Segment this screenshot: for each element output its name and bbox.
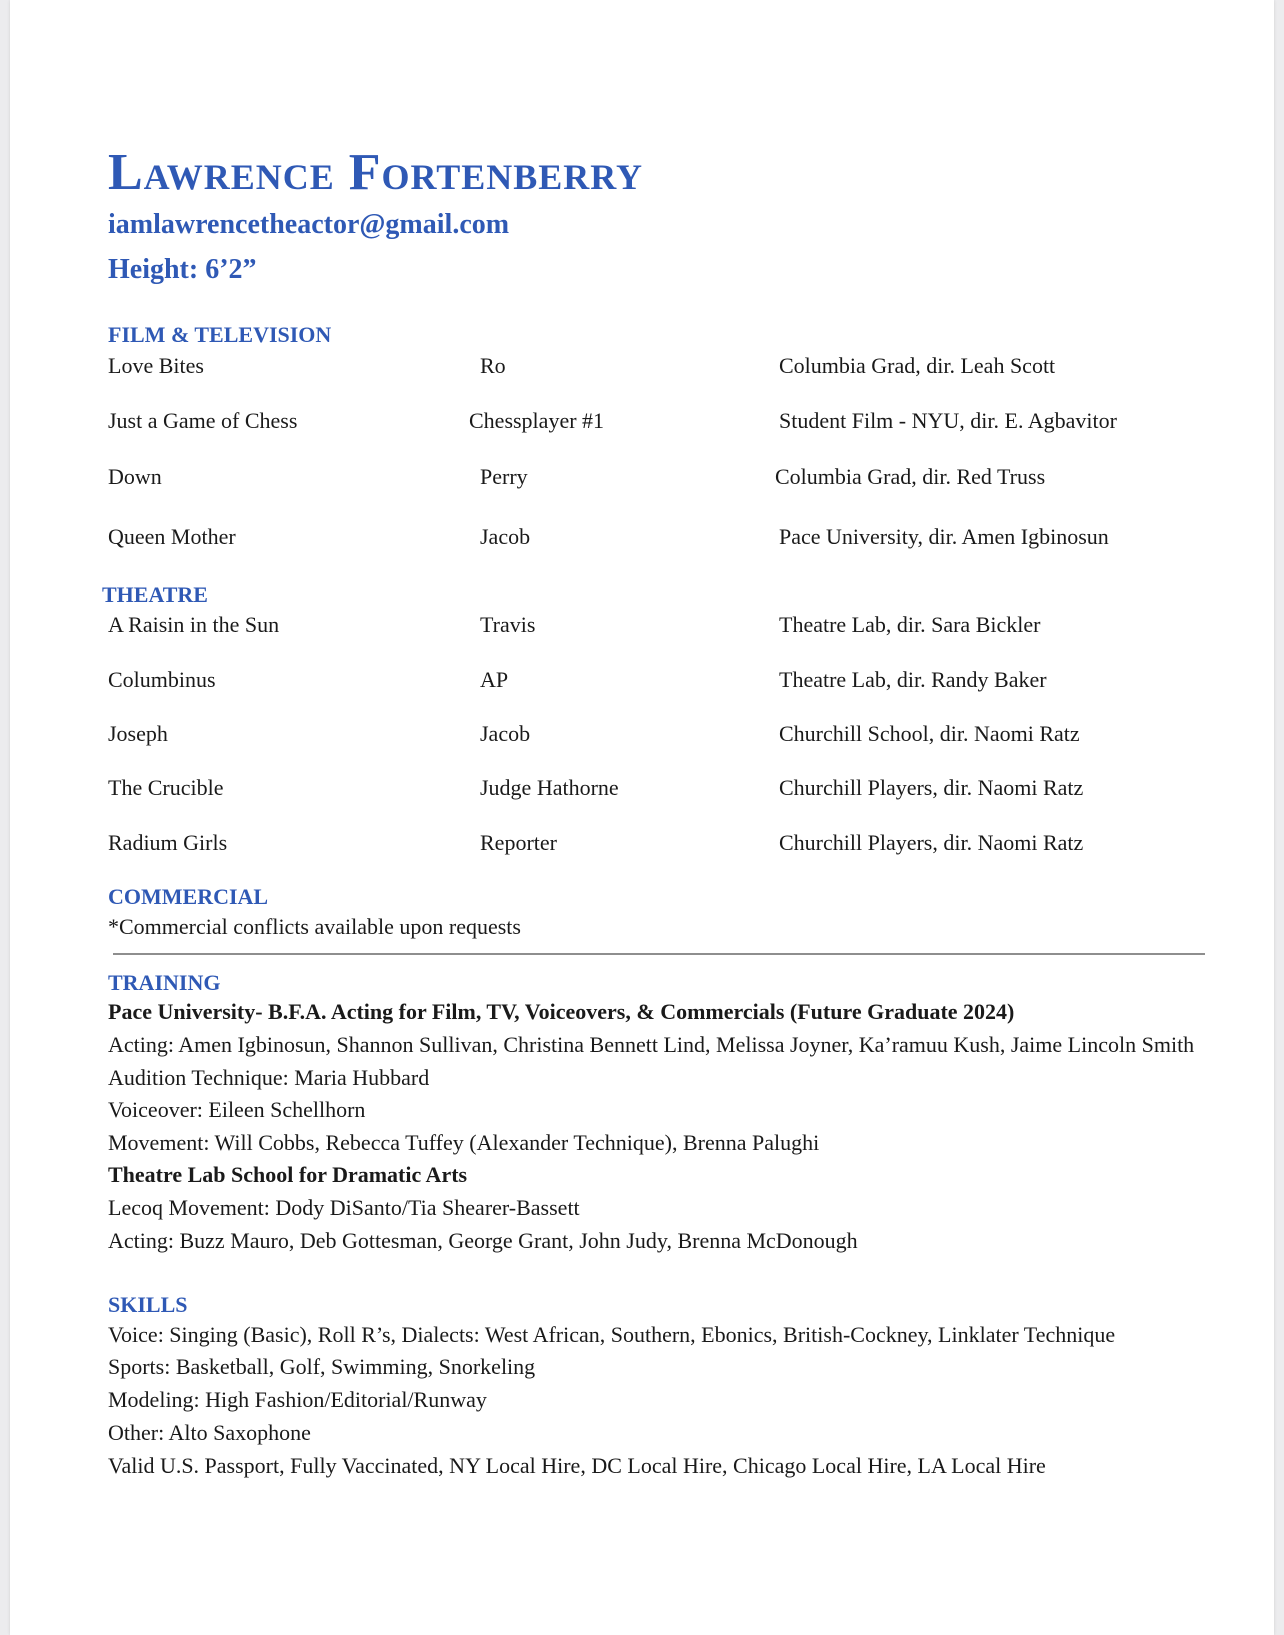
skills-line: Sports: Basketball, Golf, Swimming, Snorkeling xyxy=(108,1354,536,1379)
skills-line: Modeling: High Fashion/Editorial/Runway xyxy=(108,1387,487,1412)
training-school-theatre-lab: Theatre Lab School for Dramatic Arts xyxy=(108,1162,468,1187)
actor-name: Lawrence Fortenberry xyxy=(108,144,643,201)
credit-title: Down xyxy=(108,464,162,489)
resume-page xyxy=(10,0,1274,1635)
training-line: Acting: Buzz Mauro, Deb Gottesman, George Grant, John Judy, Brenna McDonough xyxy=(108,1228,858,1253)
credit-company: Churchill Players, dir. Naomi Ratz xyxy=(779,830,1084,855)
credit-company: Student Film - NYU, dir. E. Agbavitor xyxy=(779,408,1117,433)
credit-title: A Raisin in the Sun xyxy=(108,612,280,637)
credit-row xyxy=(10,829,1274,859)
section-heading-training: TRAINING xyxy=(108,970,221,995)
credit-role: Travis xyxy=(480,612,536,637)
credit-title: Queen Mother xyxy=(108,524,236,549)
section-heading-skills: SKILLS xyxy=(108,1292,188,1317)
credit-role: Ro xyxy=(480,353,506,378)
credit-row xyxy=(10,774,1274,804)
credit-row xyxy=(10,666,1274,696)
training-school-pace: Pace University- B.F.A. Acting for Film, TV, Voiceovers, & Commercials (Future Graduate 2024) xyxy=(108,999,1015,1024)
section-heading-theatre: THEATRE xyxy=(102,582,208,607)
email-link[interactable]: iamlawrencetheactor@gmail.com xyxy=(108,209,510,240)
skills-line: Valid U.S. Passport, Fully Vaccinated, NY Local Hire, DC Local Hire, Chicago Local Hire, LA Local Hire xyxy=(108,1453,1046,1478)
credit-row xyxy=(10,523,1274,553)
training-line: Lecoq Movement: Dody DiSanto/Tia Shearer-Bassett xyxy=(108,1195,580,1220)
training-line: Audition Technique: Maria Hubbard xyxy=(108,1065,430,1090)
credit-role: Chessplayer #1 xyxy=(469,408,605,433)
credit-company: Theatre Lab, dir. Sara Bickler xyxy=(779,612,1041,637)
credit-company: Churchill School, dir. Naomi Ratz xyxy=(779,721,1080,746)
credit-row xyxy=(10,720,1274,750)
credit-company: Pace University, dir. Amen Igbinosun xyxy=(779,524,1109,549)
skills-line: Voice: Singing (Basic), Roll R’s, Dialects: West African, Southern, Ebonics, British-Cockney, Linklater Technique xyxy=(108,1322,1116,1347)
credit-company: Columbia Grad, dir. Red Truss xyxy=(775,464,1046,489)
credit-title: Radium Girls xyxy=(108,830,228,855)
credit-role: Jacob xyxy=(480,721,531,746)
credit-role: Reporter xyxy=(480,830,557,855)
training-line: Voiceover: Eileen Schellhorn xyxy=(108,1097,366,1122)
section-heading-commercial: COMMERCIAL xyxy=(108,884,269,909)
credit-title: Columbinus xyxy=(108,667,216,692)
credit-row xyxy=(10,407,1274,437)
credit-row xyxy=(10,352,1274,382)
commercial-note: *Commercial conflicts available upon requests xyxy=(108,914,521,939)
credit-company: Theatre Lab, dir. Randy Baker xyxy=(779,667,1047,692)
credit-company: Churchill Players, dir. Naomi Ratz xyxy=(779,775,1084,800)
credit-role: Perry xyxy=(480,464,528,489)
section-divider xyxy=(113,953,1205,955)
credit-title: Love Bites xyxy=(108,353,204,378)
credit-row xyxy=(10,611,1274,641)
credit-title: Joseph xyxy=(108,721,168,746)
section-heading-film-tv: FILM & TELEVISION xyxy=(108,322,332,347)
training-line: Movement: Will Cobbs, Rebecca Tuffey (Alexander Technique), Brenna Palughi xyxy=(108,1130,820,1155)
training-line: Acting: Amen Igbinosun, Shannon Sullivan, Christina Bennett Lind, Melissa Joyner, Ka’ramuu Kush, Jaime Lincoln Smith xyxy=(108,1032,1195,1057)
height-line: Height: 6’2” xyxy=(108,254,257,285)
credit-role: Judge Hathorne xyxy=(480,775,619,800)
credit-title: Just a Game of Chess xyxy=(108,408,298,433)
credit-role: Jacob xyxy=(480,524,531,549)
credit-role: AP xyxy=(480,667,509,692)
credit-company: Columbia Grad, dir. Leah Scott xyxy=(779,353,1056,378)
credit-title: The Crucible xyxy=(108,775,224,800)
credit-row xyxy=(10,463,1274,493)
skills-line: Other: Alto Saxophone xyxy=(108,1420,311,1445)
